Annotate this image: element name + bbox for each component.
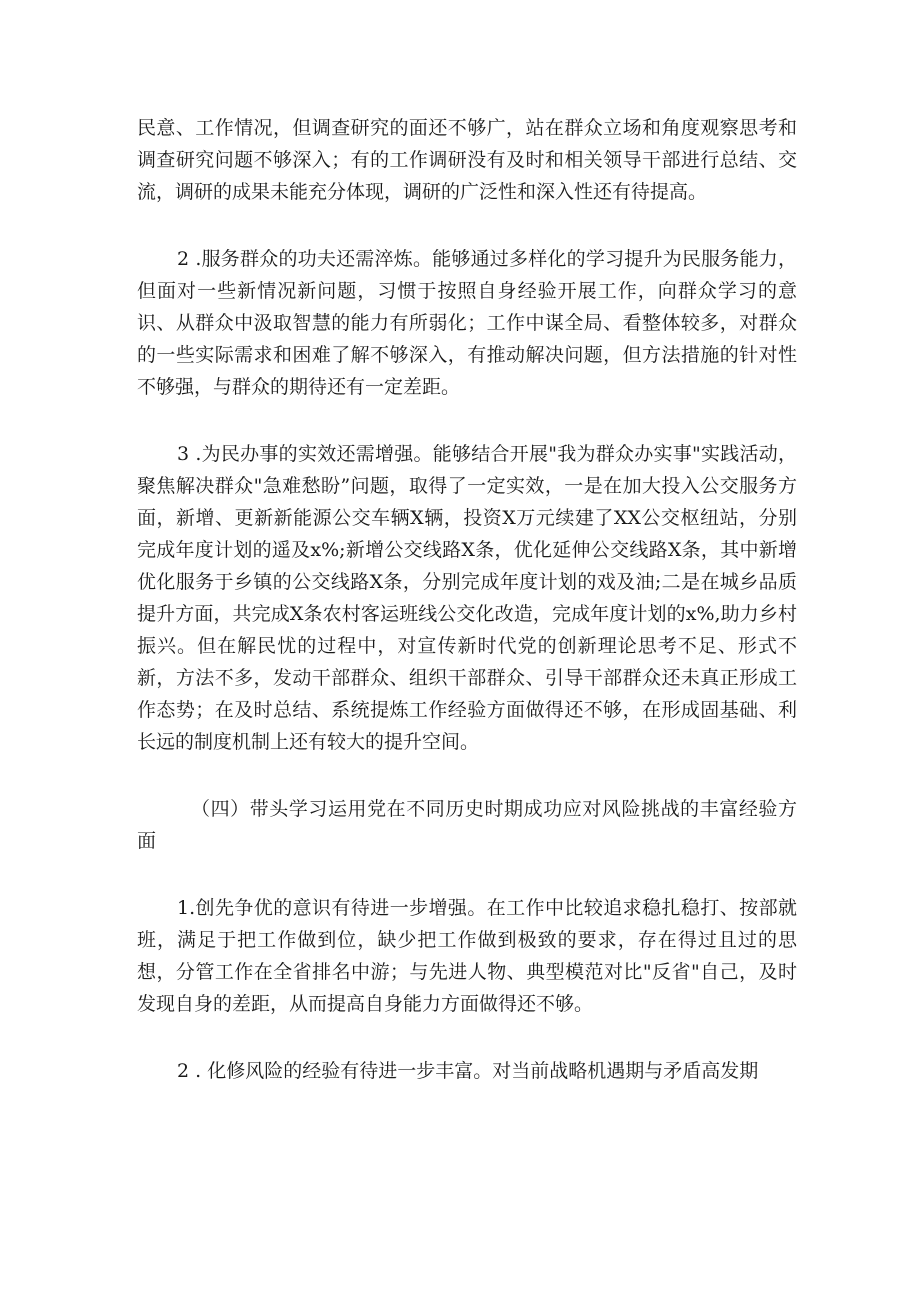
section-heading-four: （四）带头学习运用党在不同历史时期成功应对风险挑战的丰富经验方面 bbox=[137, 798, 797, 852]
paragraph-risk-experience: 2 . 化修风险的经验有待进一步丰富。对当前战略机遇期与矛盾高发期 bbox=[177, 1060, 759, 1082]
paragraph-continuation: 民意、工作情况，但调查研究的面还不够广，站在群众立场和角度观察思考和调查研究问题不够深入；有的工作调研没有及时和相关领导干部进行总结、交流，调研的成果未能充分体现，调研的广泛性和深入性还有待提高。 bbox=[137, 117, 797, 203]
paragraph-serving-masses: 2 .服务群众的功夫还需淬炼。能够通过多样化的学习提升为民服务能力，但面对一些新情况新问题，习惯于按照自身经验开展工作，向群众学习的意识、从群众中汲取智慧的能力有所弱化；工作中谋全局、看整体较多，对群众的一些实际需求和困难了解不够深入，有推动解决问题，但方法措施的针对性不够强，与群众的期待还有一定差距。 bbox=[137, 248, 797, 398]
document-body bbox=[137, 112, 797, 1087]
paragraph-practical-results: 3 .为民办事的实效还需增强。能够结合开展"我为群众办实事"实践活动，聚焦解决群众"急难愁盼”问题，取得了一定实效，一是在加大投入公交服务方面，新增、更新新能源公交车辆X辆，投资X万元续建了XX公交枢纽站，分别完成年度计划的遥及x%;新增公交线路X条，优化延伸公交线路X条，其中新增优化服务于乡镇的公交线路X条，分别完成年度计划的戏及油;二是在城乡品质提升方面，共完成X条农村客运班线公交化改造，完成年度计划的x%,助力乡村振兴。但在解民忧的过程中，对宣传新时代党的创新理论思考不足、形式不新，方法不多，发动干部群众、组织干部群众、引导干部群众还未真正形成工作态势；在及时总结、系统提炼工作经验方面做得还不够，在形成固基础、利长远的制度机制上还有较大的提升空间。 bbox=[137, 443, 797, 753]
paragraph-striving-excellence: 1.创先争优的意识有待进一步增强。在工作中比较追求稳扎稳打、按部就班，满足于把工作做到位，缺少把工作做到极致的要求，存在得过且过的思想，分管工作在全省排名中游；与先进人物、典型模范对比"反省"自己，及时发现自身的差距，从而提高自身能力方面做得还不够。 bbox=[137, 897, 797, 1015]
